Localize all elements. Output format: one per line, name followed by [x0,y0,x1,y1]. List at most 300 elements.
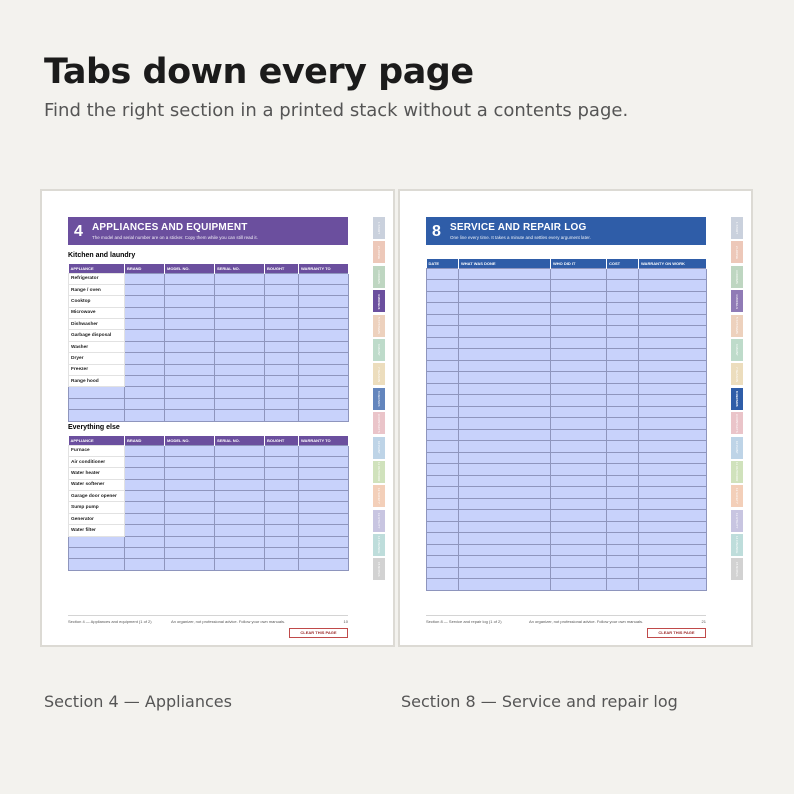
input-cell[interactable] [639,291,707,303]
section-tab[interactable]: 11 OUTDOOR [731,461,743,483]
input-cell[interactable] [265,364,299,375]
input-cell[interactable] [551,567,607,579]
input-cell[interactable] [215,376,265,387]
clear-page-button[interactable]: CLEAR THIS PAGE [647,628,706,638]
input-cell[interactable] [299,456,349,467]
section-tab[interactable]: 2 HOUSE [731,241,743,263]
input-cell[interactable] [551,383,607,395]
input-cell[interactable] [607,475,639,487]
input-cell[interactable] [639,268,707,280]
input-cell[interactable] [639,475,707,487]
input-cell[interactable] [607,533,639,545]
section-tab[interactable]: 11 OUTDOOR [373,461,385,483]
input-cell[interactable] [265,284,299,295]
input-cell[interactable] [607,383,639,395]
input-cell[interactable] [607,314,639,326]
input-cell[interactable] [215,536,265,547]
input-cell[interactable] [551,280,607,292]
input-cell[interactable] [299,364,349,375]
input-cell[interactable] [215,364,265,375]
input-cell[interactable] [607,510,639,522]
input-cell[interactable] [299,445,349,456]
input-cell[interactable] [215,445,265,456]
input-cell[interactable] [165,548,215,559]
input-cell[interactable] [165,536,215,547]
input-cell[interactable] [165,491,215,502]
input-cell[interactable] [639,579,707,591]
section-tab[interactable]: 6 MAINT [373,339,385,361]
input-cell[interactable] [639,395,707,407]
input-cell[interactable] [639,487,707,499]
input-cell[interactable] [165,330,215,341]
input-cell[interactable] [215,341,265,352]
input-cell[interactable] [265,330,299,341]
input-cell[interactable] [165,445,215,456]
section-tab[interactable]: 8 REPAIRS [731,388,743,410]
input-cell[interactable] [125,491,165,502]
input-cell[interactable] [299,319,349,330]
input-cell[interactable] [607,303,639,315]
input-cell[interactable] [165,364,215,375]
input-cell[interactable] [551,314,607,326]
input-cell[interactable] [427,487,459,499]
input-cell[interactable] [265,536,299,547]
input-cell[interactable] [427,337,459,349]
input-cell[interactable] [459,268,551,280]
input-cell[interactable] [299,525,349,536]
section-tab[interactable]: 15 NOTES [373,558,385,580]
input-cell[interactable] [165,376,215,387]
input-cell[interactable] [125,559,165,570]
input-cell[interactable] [125,456,165,467]
input-cell[interactable] [459,395,551,407]
input-cell[interactable] [215,479,265,490]
input-cell[interactable] [299,410,349,421]
input-cell[interactable] [125,307,165,318]
input-cell[interactable] [639,383,707,395]
input-cell[interactable] [639,406,707,418]
input-cell[interactable] [639,452,707,464]
input-cell[interactable] [299,548,349,559]
input-cell[interactable] [459,441,551,453]
input-cell[interactable] [551,326,607,338]
input-cell[interactable] [427,418,459,430]
section-tab[interactable]: 6 MAINT [731,339,743,361]
input-cell[interactable] [427,326,459,338]
input-cell[interactable] [215,273,265,284]
input-cell[interactable] [265,479,299,490]
input-cell[interactable] [427,406,459,418]
input-cell[interactable] [551,429,607,441]
input-cell[interactable] [427,556,459,568]
input-cell[interactable] [165,456,215,467]
input-cell[interactable] [299,536,349,547]
input-cell[interactable] [125,284,165,295]
input-cell[interactable] [125,536,165,547]
input-cell[interactable] [639,556,707,568]
input-cell[interactable] [639,510,707,522]
input-cell[interactable] [215,398,265,409]
input-cell[interactable] [607,291,639,303]
input-cell[interactable] [607,464,639,476]
input-cell[interactable] [265,296,299,307]
input-cell[interactable] [427,349,459,361]
input-cell[interactable] [125,364,165,375]
input-cell[interactable] [265,353,299,364]
section-tab[interactable]: 2 HOUSE [373,241,385,263]
input-cell[interactable] [165,559,215,570]
input-cell[interactable] [459,452,551,464]
input-cell[interactable] [215,548,265,559]
input-cell[interactable] [639,498,707,510]
input-cell[interactable] [551,487,607,499]
input-cell[interactable] [299,398,349,409]
input-cell[interactable] [639,372,707,384]
input-cell[interactable] [551,521,607,533]
input-cell[interactable] [215,410,265,421]
input-cell[interactable] [215,330,265,341]
section-tab[interactable]: 4 MODELS [373,290,385,312]
section-tab[interactable]: 15 NOTES [731,558,743,580]
appliance-input-cell[interactable] [69,559,125,570]
section-tab[interactable]: 1 START [373,217,385,239]
input-cell[interactable] [299,284,349,295]
input-cell[interactable] [165,307,215,318]
input-cell[interactable] [459,464,551,476]
input-cell[interactable] [459,383,551,395]
input-cell[interactable] [459,533,551,545]
input-cell[interactable] [125,376,165,387]
input-cell[interactable] [607,349,639,361]
input-cell[interactable] [427,579,459,591]
input-cell[interactable] [215,468,265,479]
input-cell[interactable] [427,372,459,384]
input-cell[interactable] [265,559,299,570]
input-cell[interactable] [551,268,607,280]
input-cell[interactable] [551,510,607,522]
section-tab[interactable]: 10 PAINT [731,437,743,459]
input-cell[interactable] [165,513,215,524]
input-cell[interactable] [215,284,265,295]
input-cell[interactable] [639,349,707,361]
input-cell[interactable] [551,291,607,303]
input-cell[interactable] [125,479,165,490]
input-cell[interactable] [639,337,707,349]
input-cell[interactable] [607,395,639,407]
input-cell[interactable] [299,513,349,524]
input-cell[interactable] [459,418,551,430]
appliance-input-cell[interactable] [69,398,125,409]
input-cell[interactable] [607,452,639,464]
input-cell[interactable] [459,337,551,349]
input-cell[interactable] [215,307,265,318]
input-cell[interactable] [459,349,551,361]
input-cell[interactable] [215,513,265,524]
input-cell[interactable] [125,513,165,524]
input-cell[interactable] [215,296,265,307]
input-cell[interactable] [299,376,349,387]
appliance-input-cell[interactable] [69,387,125,398]
input-cell[interactable] [125,387,165,398]
input-cell[interactable] [459,372,551,384]
input-cell[interactable] [607,268,639,280]
section-tab[interactable]: 8 REPAIRS [373,388,385,410]
section-tab[interactable]: 13 UTILITY [373,510,385,532]
input-cell[interactable] [299,491,349,502]
input-cell[interactable] [165,410,215,421]
input-cell[interactable] [551,544,607,556]
input-cell[interactable] [125,296,165,307]
input-cell[interactable] [165,341,215,352]
clear-page-button[interactable]: CLEAR THIS PAGE [289,628,348,638]
input-cell[interactable] [427,441,459,453]
input-cell[interactable] [607,326,639,338]
input-cell[interactable] [165,502,215,513]
input-cell[interactable] [459,487,551,499]
input-cell[interactable] [639,418,707,430]
input-cell[interactable] [607,441,639,453]
input-cell[interactable] [265,525,299,536]
input-cell[interactable] [299,273,349,284]
input-cell[interactable] [165,387,215,398]
input-cell[interactable] [265,319,299,330]
input-cell[interactable] [459,429,551,441]
input-cell[interactable] [265,456,299,467]
section-tab[interactable]: 12 SAFETY [731,485,743,507]
input-cell[interactable] [265,307,299,318]
section-tab[interactable]: 7 SEASON [373,363,385,385]
input-cell[interactable] [459,360,551,372]
input-cell[interactable] [607,487,639,499]
input-cell[interactable] [459,544,551,556]
input-cell[interactable] [551,452,607,464]
input-cell[interactable] [165,273,215,284]
input-cell[interactable] [459,556,551,568]
input-cell[interactable] [607,280,639,292]
input-cell[interactable] [639,521,707,533]
section-tab[interactable]: 1 START [731,217,743,239]
input-cell[interactable] [459,567,551,579]
input-cell[interactable] [427,314,459,326]
input-cell[interactable] [607,498,639,510]
input-cell[interactable] [551,579,607,591]
input-cell[interactable] [427,452,459,464]
input-cell[interactable] [551,475,607,487]
input-cell[interactable] [607,567,639,579]
input-cell[interactable] [265,502,299,513]
input-cell[interactable] [459,579,551,591]
table-row [69,398,349,409]
input-cell[interactable] [299,341,349,352]
input-cell[interactable] [215,319,265,330]
input-cell[interactable] [427,498,459,510]
input-cell[interactable] [265,341,299,352]
input-cell[interactable] [215,387,265,398]
input-cell[interactable] [299,468,349,479]
section-tab[interactable]: 3 ROOMS [373,266,385,288]
input-cell[interactable] [299,559,349,570]
input-cell[interactable] [125,319,165,330]
input-cell[interactable] [427,510,459,522]
input-cell[interactable] [551,498,607,510]
input-cell[interactable] [551,303,607,315]
input-cell[interactable] [215,559,265,570]
appliance-input-cell[interactable] [69,548,125,559]
input-cell[interactable] [165,284,215,295]
input-cell[interactable] [639,314,707,326]
section-tab[interactable]: 9 CONTACTS [731,412,743,434]
input-cell[interactable] [607,556,639,568]
input-cell[interactable] [165,525,215,536]
input-cell[interactable] [265,468,299,479]
input-cell[interactable] [459,521,551,533]
input-cell[interactable] [299,387,349,398]
input-cell[interactable] [125,330,165,341]
input-cell[interactable] [459,303,551,315]
input-cell[interactable] [427,464,459,476]
input-cell[interactable] [639,280,707,292]
input-cell[interactable] [265,445,299,456]
input-cell[interactable] [427,303,459,315]
input-cell[interactable] [427,395,459,407]
input-cell[interactable] [265,398,299,409]
section-tab[interactable]: 3 ROOMS [731,266,743,288]
input-cell[interactable] [299,330,349,341]
input-cell[interactable] [639,429,707,441]
input-cell[interactable] [125,353,165,364]
input-cell[interactable] [551,556,607,568]
input-cell[interactable] [125,445,165,456]
input-cell[interactable] [265,387,299,398]
input-cell[interactable] [165,296,215,307]
input-cell[interactable] [459,326,551,338]
input-cell[interactable] [607,337,639,349]
input-cell[interactable] [551,464,607,476]
input-cell[interactable] [639,326,707,338]
input-cell[interactable] [299,353,349,364]
input-cell[interactable] [607,429,639,441]
input-cell[interactable] [459,475,551,487]
input-cell[interactable] [551,406,607,418]
input-cell[interactable] [215,456,265,467]
input-cell[interactable] [125,410,165,421]
input-cell[interactable] [639,303,707,315]
input-cell[interactable] [639,567,707,579]
input-cell[interactable] [125,468,165,479]
input-cell[interactable] [639,533,707,545]
input-cell[interactable] [639,441,707,453]
input-cell[interactable] [607,372,639,384]
section-tab[interactable]: 5 SYSTEMS [373,315,385,337]
input-cell[interactable] [125,548,165,559]
input-cell[interactable] [265,491,299,502]
section-tab[interactable]: 14 FINANCE [373,534,385,556]
section-tab[interactable]: 10 PAINT [373,437,385,459]
input-cell[interactable] [299,307,349,318]
input-cell[interactable] [125,341,165,352]
input-cell[interactable] [551,349,607,361]
input-cell[interactable] [215,491,265,502]
input-cell[interactable] [459,280,551,292]
input-cell[interactable] [607,418,639,430]
input-cell[interactable] [265,410,299,421]
input-cell[interactable] [427,383,459,395]
input-cell[interactable] [125,273,165,284]
appliance-input-cell[interactable] [69,410,125,421]
section-tab[interactable]: 7 SEASON [731,363,743,385]
input-cell[interactable] [551,395,607,407]
input-cell[interactable] [215,525,265,536]
input-cell[interactable] [459,291,551,303]
input-cell[interactable] [607,406,639,418]
section-tab[interactable]: 9 CONTACTS [373,412,385,434]
input-cell[interactable] [427,360,459,372]
input-cell[interactable] [125,398,165,409]
section-tab[interactable]: 5 SYSTEMS [731,315,743,337]
input-cell[interactable] [551,418,607,430]
input-cell[interactable] [639,544,707,556]
input-cell[interactable] [165,479,215,490]
input-cell[interactable] [427,521,459,533]
input-cell[interactable] [427,291,459,303]
input-cell[interactable] [459,498,551,510]
input-cell[interactable] [299,502,349,513]
input-cell[interactable] [215,502,265,513]
input-cell[interactable] [165,398,215,409]
section-tab[interactable]: 12 SAFETY [373,485,385,507]
input-cell[interactable] [607,579,639,591]
input-cell[interactable] [551,372,607,384]
input-cell[interactable] [165,468,215,479]
input-cell[interactable] [265,273,299,284]
input-cell[interactable] [551,337,607,349]
input-cell[interactable] [299,479,349,490]
input-cell[interactable] [607,521,639,533]
input-cell[interactable] [299,296,349,307]
input-cell[interactable] [459,406,551,418]
input-cell[interactable] [427,533,459,545]
appliance-input-cell[interactable] [69,536,125,547]
input-cell[interactable] [427,567,459,579]
input-cell[interactable] [265,548,299,559]
input-cell[interactable] [427,475,459,487]
input-cell[interactable] [125,502,165,513]
input-cell[interactable] [165,353,215,364]
column-header: SERIAL NO. [215,264,265,273]
input-cell[interactable] [125,525,165,536]
input-cell[interactable] [215,353,265,364]
input-cell[interactable] [427,429,459,441]
input-cell[interactable] [551,360,607,372]
input-cell[interactable] [607,360,639,372]
input-cell[interactable] [265,513,299,524]
input-cell[interactable] [551,441,607,453]
section-tab[interactable]: 13 UTILITY [731,510,743,532]
input-cell[interactable] [639,464,707,476]
input-cell[interactable] [427,268,459,280]
input-cell[interactable] [459,314,551,326]
section-tab[interactable]: 14 FINANCE [731,534,743,556]
input-cell[interactable] [427,544,459,556]
input-cell[interactable] [551,533,607,545]
input-cell[interactable] [459,510,551,522]
input-cell[interactable] [165,319,215,330]
section-tab[interactable]: 4 MODELS [731,290,743,312]
input-cell[interactable] [639,360,707,372]
input-cell[interactable] [265,376,299,387]
input-cell[interactable] [427,280,459,292]
input-cell[interactable] [607,544,639,556]
